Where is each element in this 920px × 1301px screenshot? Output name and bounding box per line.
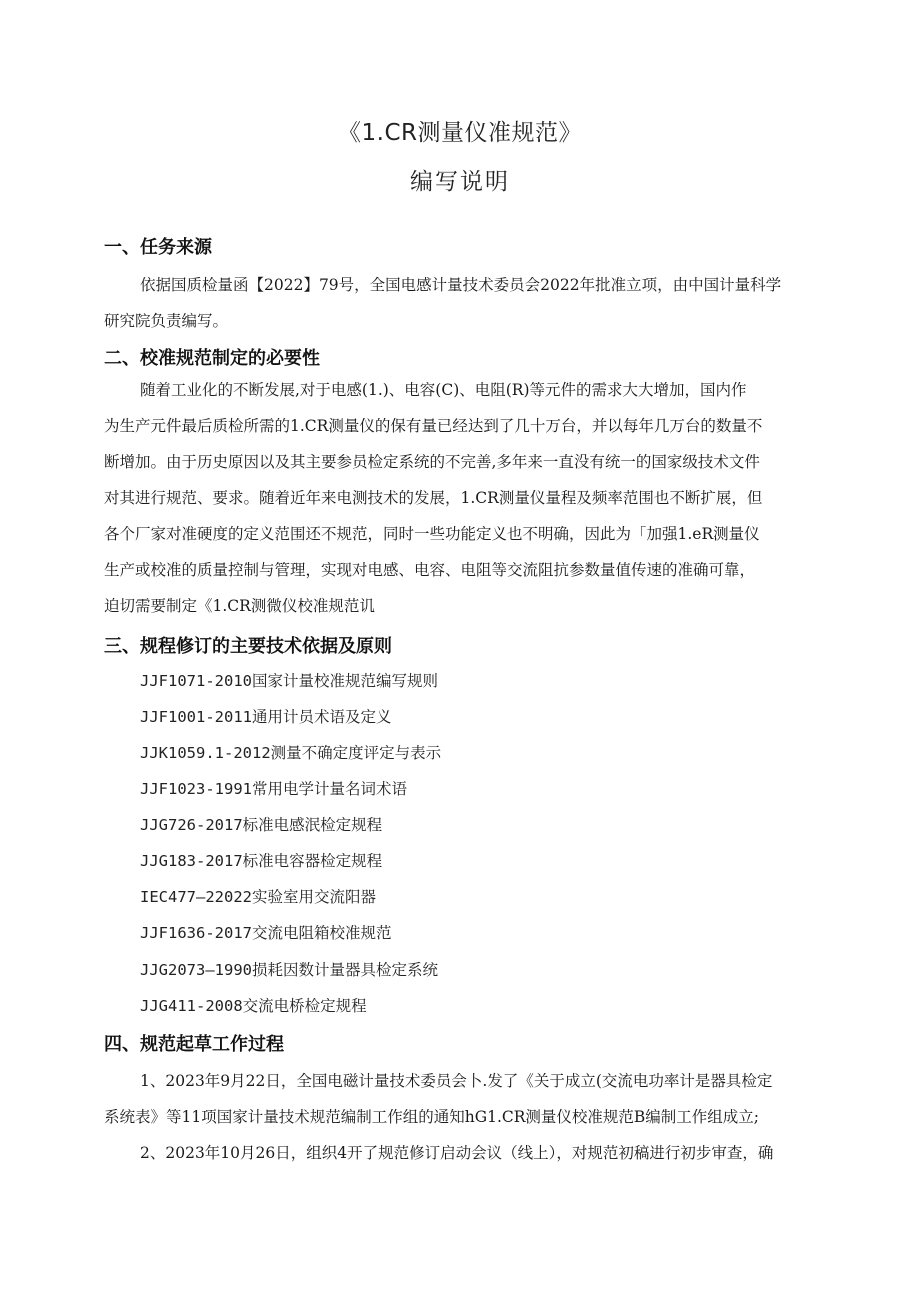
document-subtitle: 编写说明 <box>410 169 510 195</box>
paragraph-line: 依据国质检量函【2022】79号，全国电感计量技术委员会2022年批准立项，由中国计量科学 <box>140 276 782 294</box>
reference-item: JJK1059.1-2012测量不确定度评定与表示 <box>140 744 442 762</box>
reference-item: JJG183-2017标准电容器检定规程 <box>140 852 383 870</box>
section-heading-drafting-process: 四、规范起草工作过程 <box>104 1034 284 1055</box>
reference-item: JJG411-2008交流电桥检定规程 <box>140 997 367 1015</box>
paragraph-line: 为生产元件最后质检所需的1.CR测量仪的保有量已经达到了几十万台，并以每年几万台的数量不 <box>104 417 763 435</box>
section-heading-necessity: 二、校准规范制定的必要性 <box>104 348 320 369</box>
section-heading-technical-basis: 三、规程修订的主要技术依据及原则 <box>104 636 392 657</box>
paragraph-line: 断增加。由于历史原因以及其主要参员检定系统的不完善,多年来一直没有统一的国家级技术文件 <box>104 453 760 471</box>
paragraph-line: 系统表》等11项国家计量技术规范编制工作组的通知hG1.CR测量仪校准规范B编制工作组成立; <box>104 1108 760 1126</box>
reference-item: JJF1023-1991常用电学计量名词术语 <box>140 780 407 798</box>
reference-item: JJF1001-2011通用计员术语及定义 <box>140 708 392 726</box>
reference-item: JJF1071-2010国家计量校准规范编写规则 <box>140 672 438 690</box>
paragraph-line: 对其进行规范、要求。随着近年来电测技术的发展，1.CR测量仪量程及频率范围也不断扩展，但 <box>104 489 763 507</box>
paragraph-line: 随着工业化的不断发展,对于电感(1.)、电容(C)、电阻(R)等元件的需求大大增加，国内作 <box>140 381 747 399</box>
document-title: 《1.CR测量仪准规范》 <box>338 120 582 146</box>
section-heading-task-source: 一、任务来源 <box>104 237 212 258</box>
reference-item: JJF1636-2017交流电阻箱校准规范 <box>140 924 392 942</box>
reference-item: JJG726-2017标准电感泯检定规程 <box>140 816 383 834</box>
reference-item: IEC477—22022实验室用交流阳器 <box>140 888 376 906</box>
paragraph-line: 1、2023年9月22日，全国电磁计量技术委员会卜.发了《关于成立(交流电功率计是器具检定 <box>140 1072 773 1090</box>
paragraph-line: 迫切需要制定《1.CR测微仪校准规范讥 <box>104 597 375 615</box>
paragraph-line: 生产或校准的质量控制与管理，实现对电感、电容、电阻等交流阻抗参数量值传速的准确可靠， <box>104 561 756 579</box>
reference-item: JJG2073—1990损耗因数计量器具检定系统 <box>140 961 438 979</box>
paragraph-line: 2、2023年10月26日，组织4开了规范修订启动会议（线上），对规范初稿进行初步审查，确 <box>140 1144 774 1162</box>
paragraph-line: 研究院负责编写。 <box>104 312 229 330</box>
paragraph-line: 各个厂家对准硬度的定义范围还不规范，同时一些功能定义也不明确，因此为「加强1.eR测量仪 <box>104 525 760 543</box>
